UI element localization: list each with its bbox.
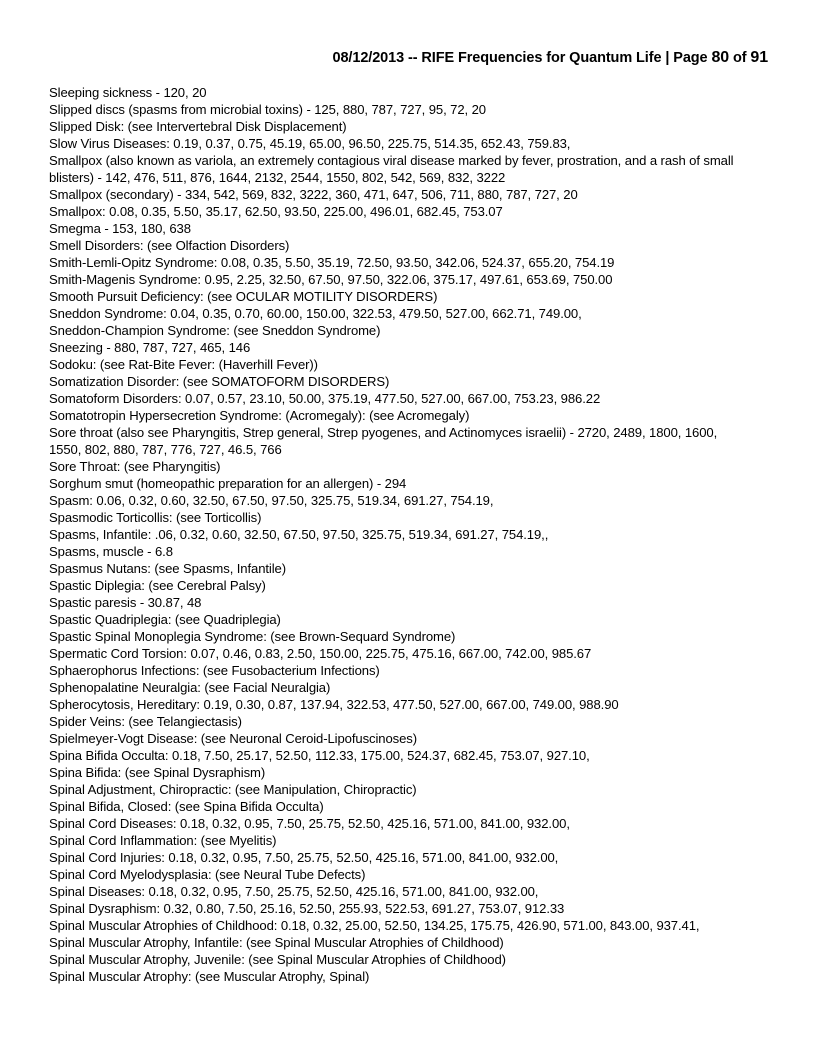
entry: Smith-Magenis Syndrome: 0.95, 2.25, 32.50, 67.50, 97.50, 322.06, 375.17, 497.61, 653.69, 750.00 <box>49 272 613 287</box>
entry: Smallpox: 0.08, 0.35, 5.50, 35.17, 62.50, 93.50, 225.00, 496.01, 682.45, 753.07 <box>49 204 503 219</box>
entry: Smooth Pursuit Deficiency: (see OCULAR MOTILITY DISORDERS) <box>49 289 438 304</box>
entry: Spinal Bifida, Closed: (see Spina Bifida Occulta) <box>49 799 324 814</box>
header-pipe: | <box>661 50 674 66</box>
entry: Spasms, Infantile: .06, 0.32, 0.60, 32.50, 67.50, 97.50, 325.75, 519.34, 691.27, 754.19,, <box>49 527 549 542</box>
entry: Spinal Diseases: 0.18, 0.32, 0.95, 7.50, 25.75, 52.50, 425.16, 571.00, 841.00, 932.00, <box>49 884 539 899</box>
entry: Spasmus Nutans: (see Spasms, Infantile) <box>49 561 286 576</box>
header-page-number: 80 <box>711 49 730 66</box>
header-page-word: Page <box>673 50 712 66</box>
entry: Spinal Dysraphism: 0.32, 0.80, 7.50, 25.16, 52.50, 255.93, 522.53, 691.27, 753.07, 912.33 <box>49 901 565 916</box>
entry: Spinal Cord Myelodysplasia: (see Neural Tube Defects) <box>49 867 366 882</box>
header-total-pages: 91 <box>750 49 768 66</box>
header-date: 08/12/2013 <box>332 50 405 66</box>
entry: Spinal Muscular Atrophy, Infantile: (see Spinal Muscular Atrophies of Childhood) <box>49 935 504 950</box>
entry: Somatotropin Hypersecretion Syndrome: (Acromegaly): (see Acromegaly) <box>49 408 470 423</box>
entry: Spasmodic Torticollis: (see Torticollis) <box>49 510 262 525</box>
entry: Sleeping sickness - 120, 20 <box>49 85 207 100</box>
entry: Somatoform Disorders: 0.07, 0.57, 23.10, 50.00, 375.19, 477.50, 527.00, 667.00, 753.23, 986.22 <box>49 391 601 406</box>
frequency-entry-list <box>49 84 739 985</box>
entry: Spinal Muscular Atrophies of Childhood: 0.18, 0.32, 25.00, 52.50, 134.25, 175.75, 426.90, 571.00, 843.00, 937.41, <box>49 918 700 933</box>
entry: Spastic Quadriplegia: (see Quadriplegia) <box>49 612 281 627</box>
page-header <box>333 49 769 67</box>
entry: Sneddon Syndrome: 0.04, 0.35, 0.70, 60.00, 150.00, 322.53, 479.50, 527.00, 662.71, 749.00, <box>49 306 582 321</box>
entry: Spider Veins: (see Telangiectasis) <box>49 714 242 729</box>
entry: Smith-Lemli-Opitz Syndrome: 0.08, 0.35, 5.50, 35.19, 72.50, 93.50, 342.06, 524.37, 655.20, 754.19 <box>49 255 615 270</box>
entry: Spinal Cord Inflammation: (see Myelitis) <box>49 833 277 848</box>
entry: Spinal Muscular Atrophy, Juvenile: (see Spinal Muscular Atrophies of Childhood) <box>49 952 506 967</box>
entry: Sore Throat: (see Pharyngitis) <box>49 459 221 474</box>
entry: Spina Bifida: (see Spinal Dysraphism) <box>49 765 266 780</box>
entry: Sneezing - 880, 787, 727, 465, 146 <box>49 340 251 355</box>
entry: Spherocytosis, Hereditary: 0.19, 0.30, 0.87, 137.94, 322.53, 477.50, 527.00, 667.00, 749.00, 988.90 <box>49 697 619 712</box>
entry: Slipped Disk: (see Intervertebral Disk Displacement) <box>49 119 347 134</box>
entry: Smegma - 153, 180, 638 <box>49 221 191 236</box>
entry: Spinal Cord Injuries: 0.18, 0.32, 0.95, 7.50, 25.75, 52.50, 425.16, 571.00, 841.00, 932.00, <box>49 850 559 865</box>
entry: Spastic paresis - 30.87, 48 <box>49 595 202 610</box>
header-separator: -- <box>404 50 422 66</box>
entry: Spielmeyer-Vogt Disease: (see Neuronal Ceroid-Lipofuscinoses) <box>49 731 417 746</box>
entry: Smell Disorders: (see Olfaction Disorders) <box>49 238 290 253</box>
entry: Spasm: 0.06, 0.32, 0.60, 32.50, 67.50, 97.50, 325.75, 519.34, 691.27, 754.19, <box>49 493 494 508</box>
header-of-word: of <box>729 50 751 66</box>
entry: Somatization Disorder: (see SOMATOFORM DISORDERS) <box>49 374 390 389</box>
entry: Sorghum smut (homeopathic preparation for an allergen) - 294 <box>49 476 407 491</box>
entry: Spastic Diplegia: (see Cerebral Palsy) <box>49 578 266 593</box>
entry: Spasms, muscle - 6.8 <box>49 544 173 559</box>
entry: Sphaerophorus Infections: (see Fusobacterium Infections) <box>49 663 380 678</box>
header-title: RIFE Frequencies for Quantum Life <box>421 50 662 66</box>
entry: Spinal Cord Diseases: 0.18, 0.32, 0.95, 7.50, 25.75, 52.50, 425.16, 571.00, 841.00, 932.00, <box>49 816 570 831</box>
entry: Smallpox (also known as variola, an extremely contagious viral disease marked by fever, prostration, and a rash of small blisters) - 142, 476, 511, 876, 1644, 2132, 2544, 1550, 802, 542, 569, 832, 3222 <box>49 153 734 185</box>
entry: Spermatic Cord Torsion: 0.07, 0.46, 0.83, 2.50, 150.00, 225.75, 475.16, 667.00, 742.00, 985.67 <box>49 646 592 661</box>
entry: Spastic Spinal Monoplegia Syndrome: (see Brown-Sequard Syndrome) <box>49 629 456 644</box>
entry: Spinal Adjustment, Chiropractic: (see Manipulation, Chiropractic) <box>49 782 417 797</box>
entry: Sodoku: (see Rat-Bite Fever: (Haverhill Fever)) <box>49 357 318 372</box>
entry: Spinal Muscular Atrophy: (see Muscular Atrophy, Spinal) <box>49 969 370 984</box>
entry: Slow Virus Diseases: 0.19, 0.37, 0.75, 45.19, 65.00, 96.50, 225.75, 514.35, 652.43, 759.83, <box>49 136 571 151</box>
entry: Spina Bifida Occulta: 0.18, 7.50, 25.17, 52.50, 112.33, 175.00, 524.37, 682.45, 753.07, 927.10, <box>49 748 590 763</box>
entry: Sphenopalatine Neuralgia: (see Facial Neuralgia) <box>49 680 331 695</box>
entry: Smallpox (secondary) - 334, 542, 569, 832, 3222, 360, 471, 647, 506, 711, 880, 787, 727, 20 <box>49 187 578 202</box>
entry: Slipped discs (spasms from microbial toxins) - 125, 880, 787, 727, 95, 72, 20 <box>49 102 486 117</box>
entry: Sneddon-Champion Syndrome: (see Sneddon Syndrome) <box>49 323 381 338</box>
entry: Sore throat (also see Pharyngitis, Strep general, Strep pyogenes, and Actinomyces israelii) - 2720, 2489, 1800, 1600, 1550, 802, 880, 787, 776, 727, 46.5, 766 <box>49 425 718 457</box>
